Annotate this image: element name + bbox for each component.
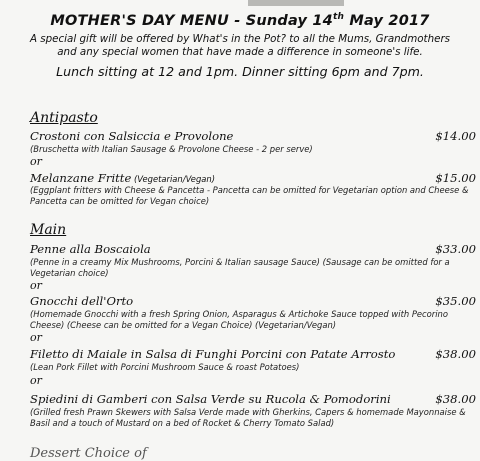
dish-price: $38.00 [435,347,476,361]
dish-note: (Vegetarian/Vegan) [131,174,215,184]
dish-description: (Bruschetta with Italian Sausage & Provolone Cheese - 2 per serve) [30,144,313,154]
or-separator: or [30,155,42,168]
title-superscript: th [332,12,345,22]
title-prefix: MOTHER'S DAY MENU - Sunday 14 [50,12,333,29]
sittings-text: Lunch sitting at 12 and 1pm. Dinner sitting 6pm and 7pm. [56,64,424,80]
top-image-strip [248,0,344,6]
dish-name: Spiedini di Gamberi con Salsa Verde su Rucola & Pomodorini [30,392,391,406]
title-suffix: May 2017 [344,12,430,29]
dish-gnocchi [30,294,476,309]
dessert-heading-cutoff: Dessert Choice of [30,446,147,461]
dish-name: Gnocchi dell'Orto [30,294,134,308]
dish-description: (Penne in a creamy Mix Mushrooms, Porcini & Italian sausage Sauce) (Sausage can be omitted for a Vegetarian choice) [30,257,450,278]
dish-spiedini [30,392,476,407]
dish-filetto [30,347,476,362]
section-main-title: Main [30,222,67,238]
dish-description: (Grilled fresh Prawn Skewers with Salsa Verde made with Gherkins, Capers & homemade Mayonnaise & Basil and a touch of Mustard on a bed of Rocket & Cherry Tomato Salad) [30,407,466,428]
dish-name: Filetto di Maiale in Salsa di Funghi Porcini con Patate Arrosto [30,347,396,361]
or-separator: or [30,279,42,292]
intro-text: A special gift will be offered by What's in the Pot? to all the Mums, Grandmothers and any special women that have made a difference in someone's life. [29,32,451,59]
or-separator: or [30,374,42,387]
section-antipasto-title: Antipasto [30,110,98,126]
dish-price: $15.00 [435,171,476,185]
dish-name: Penne alla Boscaiola [30,242,151,256]
dish-description: (Lean Pork Fillet with Porcini Mushroom Sauce & roast Potatoes) [30,362,300,372]
menu-header [0,8,480,80]
dish-crostoni [30,129,476,144]
dish-price: $38.00 [435,392,476,406]
menu-title [0,8,480,31]
dish-price: $14.00 [435,129,476,143]
or-separator: or [30,331,42,344]
dish-price: $33.00 [435,242,476,256]
dish-description: (Homemade Gnocchi with a fresh Spring Onion, Asparagus & Artichoke Sauce topped with Pecorino Cheese) (Cheese can be omitted for a Vegan Choice) (Vegetarian/Vegan) [30,309,448,330]
dish-penne [30,242,476,257]
dish-price: $35.00 [435,294,476,308]
dish-description: (Eggplant fritters with Cheese & Pancetta - Pancetta can be omitted for Vegetarian option and Cheese & Pancetta can be omitted for Vegan choice) [30,185,469,206]
dish-name: Crostoni con Salsiccia e Provolone [30,129,234,143]
dish-name: Melanzane Fritte [30,171,132,185]
